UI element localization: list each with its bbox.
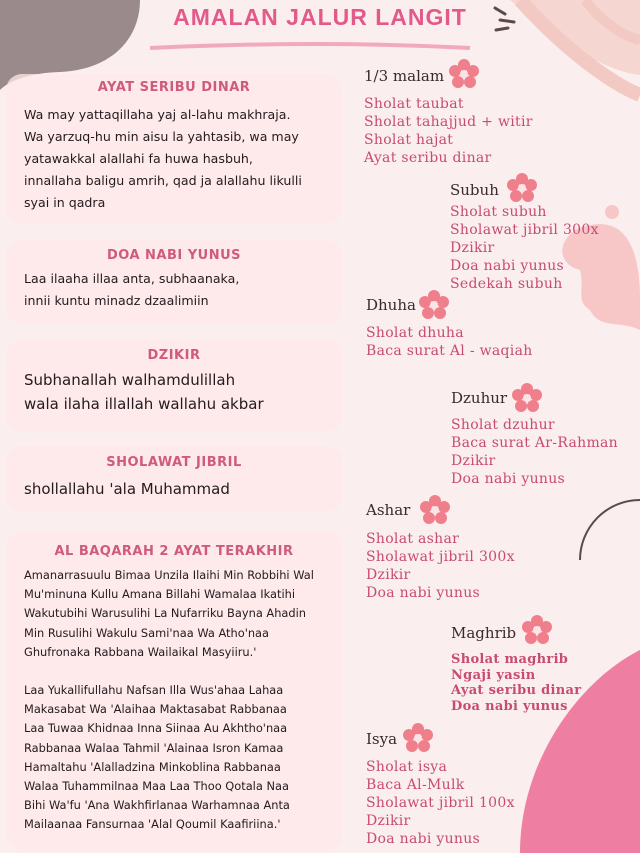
card-body <box>24 566 314 835</box>
flower-icon <box>402 722 434 754</box>
section-heading-maghrib: Maghrib <box>451 624 517 642</box>
card-line: innii kuntu minadz dzaalimiin <box>24 293 209 308</box>
list-item: Sedekah subuh <box>450 276 563 292</box>
card-title: AYAT SERIBU DINAR <box>97 80 251 95</box>
section-heading-subuh: Subuh <box>450 181 499 199</box>
card-line: Subhanallah walhamdulillah <box>24 371 236 389</box>
card-line: Rabbanaa Walaa Tahmil 'Alainaa Isron Kamaa <box>24 740 284 755</box>
section-list-subuh <box>450 203 599 293</box>
list-item: Baca surat Ar-Rahman <box>451 435 618 451</box>
card-line: Ghufronaka Rabbana Wailaikal Masyiiru.' <box>24 644 257 659</box>
section-heading-dzuhur: Dzuhur <box>451 389 508 407</box>
section-list-ashar <box>366 530 515 602</box>
list-item: Sholat isya <box>366 759 448 775</box>
list-item: Sholawat jibril 300x <box>450 222 599 238</box>
list-item: Baca Al-Mulk <box>366 777 465 793</box>
section-list-sepertiga-malam <box>364 95 533 167</box>
card-body <box>24 268 239 312</box>
list-item: Sholat tahajjud + witir <box>364 114 533 130</box>
card-spacer <box>24 662 314 681</box>
page-title: AMALAN JALUR LANGIT <box>173 4 467 30</box>
section-heading-dhuha: Dhuha <box>366 296 416 314</box>
list-item: Sholat dhuha <box>366 325 464 341</box>
section-heading-isya: Isya <box>366 730 398 748</box>
list-item: Sholawat jibril 100x <box>366 795 515 811</box>
list-item: Ngaji yasin <box>451 667 536 683</box>
card-line: Laa Tuwaa Khidnaa Inna Siinaa Au Akhtho'naa <box>24 721 288 736</box>
card-title: DZIKIR <box>147 348 201 363</box>
card-line: Makasabat Wa 'Alaihaa Maktasabat Rabbanaa <box>24 702 287 717</box>
card-title: AL BAQARAH 2 AYAT TERAKHIR <box>54 544 294 559</box>
card-line: Mu'minuna Kullu Amana Billahi Wamalaa Ikatihi <box>24 587 296 602</box>
card-body <box>24 477 230 501</box>
card-line: shollallahu 'ala Muhammad <box>24 480 230 498</box>
card-title: SHOLAWAT JIBRIL <box>106 455 242 470</box>
card-line: syai in qadra <box>24 195 106 210</box>
card-doa-nabi-yunus <box>6 240 342 324</box>
list-item: Ayat seribu dinar <box>364 150 492 166</box>
list-item: Sholat subuh <box>450 204 547 220</box>
card-dzikir <box>6 340 342 432</box>
list-item: Sholat ashar <box>366 531 460 547</box>
list-item: Sholat dzuhur <box>451 417 555 433</box>
list-item: Sholat taubat <box>364 96 464 112</box>
section-list-maghrib <box>451 652 581 714</box>
flower-icon <box>448 58 480 90</box>
section-list-isya <box>366 758 515 848</box>
list-item: Dzikir <box>451 453 496 469</box>
section-list-dzuhur <box>451 416 618 488</box>
list-item: Doa nabi yunus <box>451 698 568 714</box>
card-body <box>24 104 302 214</box>
card-line: Bihi Wa'fu 'Ana Wakhfirlanaa Warhamnaa Anta <box>24 798 290 813</box>
list-item: Sholawat jibril 300x <box>366 549 515 565</box>
list-item: Dzikir <box>366 567 411 583</box>
flower-icon <box>521 614 553 646</box>
card-line: Wa may yattaqillaha yaj al-lahu makhraja. <box>24 107 291 122</box>
list-item: Sholat maghrib <box>451 652 569 667</box>
card-line: Min Rusulihi Wakulu Sami'naa Wa Atho'naa <box>24 625 270 640</box>
card-line: Wakutubihi Warusulihi La Nufarriku Bayna Ahadin <box>24 606 307 621</box>
list-item: Doa nabi yunus <box>366 831 481 847</box>
card-line: Walaa Tuhammilnaa Maa Laa Thoo Qotala Naa <box>24 779 289 794</box>
list-item: Sholat hajat <box>364 132 454 148</box>
card-line: Hamaltahu 'Alalladzina Minkoblina Rabbanaa <box>24 759 281 774</box>
card-al-baqarah <box>6 532 342 850</box>
list-item: Dzikir <box>450 240 495 256</box>
card-line: Laa ilaaha illaa anta, subhaanaka, <box>24 271 240 286</box>
list-item: Baca surat Al - waqiah <box>366 343 533 359</box>
flower-icon <box>511 382 543 414</box>
card-ayat-seribu-dinar <box>6 74 342 224</box>
card-sholawat-jibril <box>6 446 342 512</box>
card-line: wala ilaha illallah wallahu akbar <box>24 395 264 413</box>
card-line: Laa Yukallifullahu Nafsan Illa Wus'ahaa Lahaa <box>24 683 284 698</box>
flower-icon <box>506 172 538 204</box>
card-line: yatawakkal alallahi fa huwa hasbuh, <box>24 151 253 166</box>
flower-icon <box>418 289 450 321</box>
card-line: Wa yarzuq-hu min aisu la yahtasib, wa may <box>24 129 299 144</box>
list-item: Doa nabi yunus <box>366 585 481 601</box>
list-item: Ayat seribu dinar <box>451 683 582 698</box>
card-title: DOA NABI YUNUS <box>106 248 242 263</box>
list-item: Doa nabi yunus <box>450 258 565 274</box>
list-item: Dzikir <box>366 813 411 829</box>
card-line: innallaha baligu amrih, qad ja alallahu likulli <box>24 173 302 188</box>
card-body <box>24 368 264 416</box>
flower-icon <box>419 494 451 526</box>
list-item: Doa nabi yunus <box>451 471 566 487</box>
section-heading-sepertiga-malam: 1/3 malam <box>364 67 445 85</box>
card-line: Amanarrasuulu Bimaa Unzila Ilaihi Min Robbihi Wal <box>24 568 314 582</box>
section-list-dhuha <box>366 324 533 360</box>
card-line: Mailaanaa Fansurnaa 'Alal Qoumil Kaafiriina.' <box>24 817 281 832</box>
section-heading-ashar: Ashar <box>366 501 411 519</box>
